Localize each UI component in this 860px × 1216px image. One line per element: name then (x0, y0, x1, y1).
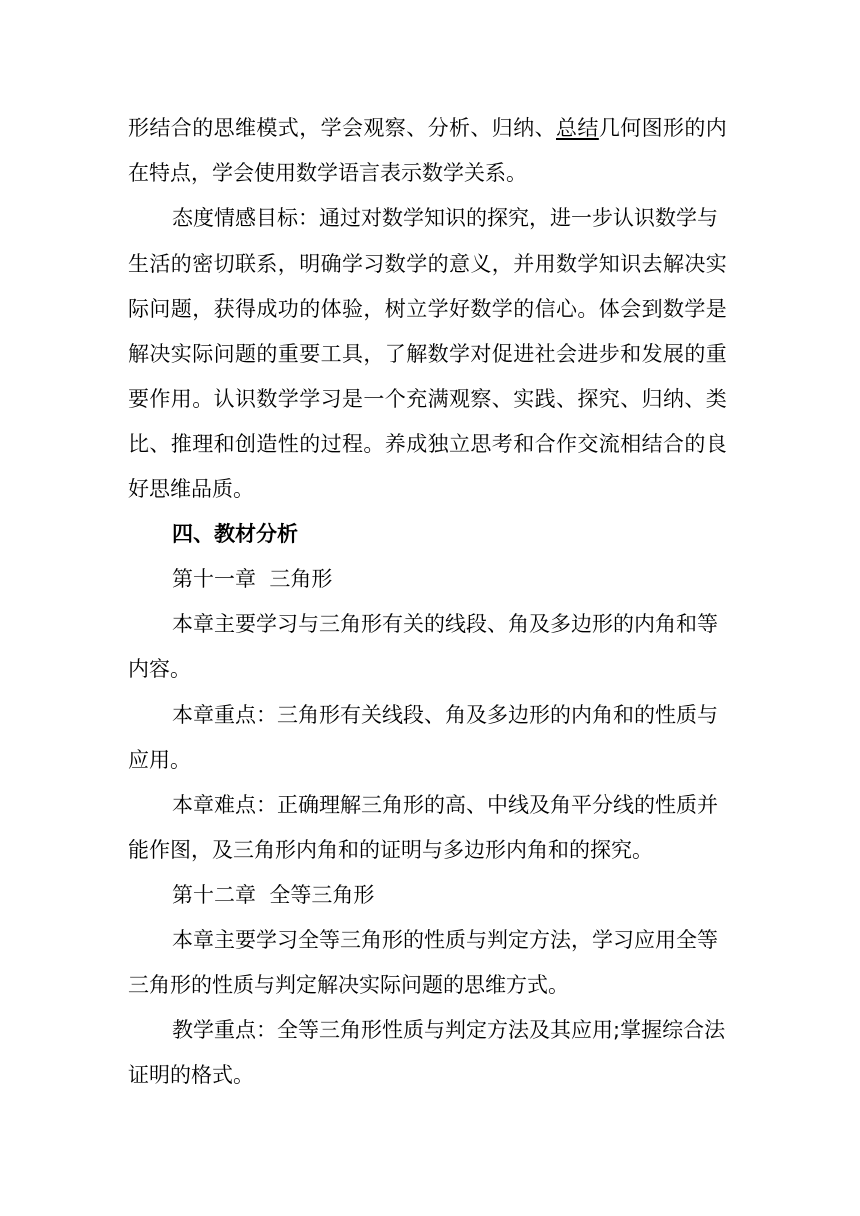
paragraph-line: 内容。 (128, 657, 191, 681)
paragraph-line: 本章主要学习与三角形有关的线段、角及多边形的内角和等 (172, 612, 718, 636)
paragraph-line: 生活的密切联系，明确学习数学的意义，并用数学知识去解决实 (128, 252, 728, 276)
text-run: 形结合的思维模式，学会观察、分析、归纳、 (128, 116, 556, 140)
paragraph-line: 在特点，学会使用数学语言表示数学关系。 (128, 161, 527, 185)
paragraph-line: 比、推理和创造性的过程。养成独立思考和合作交流相结合的良 (128, 432, 728, 456)
paragraph-line: 本章主要学习全等三角形的性质与判定方法，学习应用全等 (172, 928, 718, 952)
chapter-heading: 第十二章 全等三角形 (172, 883, 375, 907)
paragraph-line: 能作图，及三角形内角和的证明与多边形内角和的探究。 (128, 838, 653, 862)
paragraph-line: 际问题，获得成功的体验，树立学好数学的信心。体会到数学是 (128, 297, 728, 321)
paragraph-line: 三角形的性质与判定解决实际问题的思维方式。 (128, 973, 569, 997)
paragraph-line (0, 113, 860, 143)
paragraph-line: 解决实际问题的重要工具，了解数学对促进社会进步和发展的重 (128, 342, 728, 366)
paragraph-line: 应用。 (128, 748, 191, 772)
paragraph-line: 本章重点：三角形有关线段、角及多边形的内角和的性质与 (172, 703, 718, 727)
paragraph-line: 要作用。认识数学学习是一个充满观察、实践、探究、归纳、类 (128, 387, 728, 411)
underlined-text: 总结 (556, 116, 599, 140)
section-heading: 四、教材分析 (172, 522, 298, 546)
paragraph-line: 教学重点：全等三角形性质与判定方法及其应用;掌握综合法 (172, 1018, 726, 1042)
text-run: 几何图形的内 (598, 116, 728, 140)
chapter-heading: 第十一章 三角形 (172, 567, 333, 591)
paragraph-line: 本章难点：正确理解三角形的高、中线及角平分线的性质并 (172, 793, 718, 817)
paragraph-line: 态度情感目标：通过对数学知识的探究，进一步认识数学与 (172, 206, 718, 230)
paragraph-line: 证明的格式。 (128, 1063, 254, 1087)
paragraph-line: 好思维品质。 (128, 477, 254, 501)
